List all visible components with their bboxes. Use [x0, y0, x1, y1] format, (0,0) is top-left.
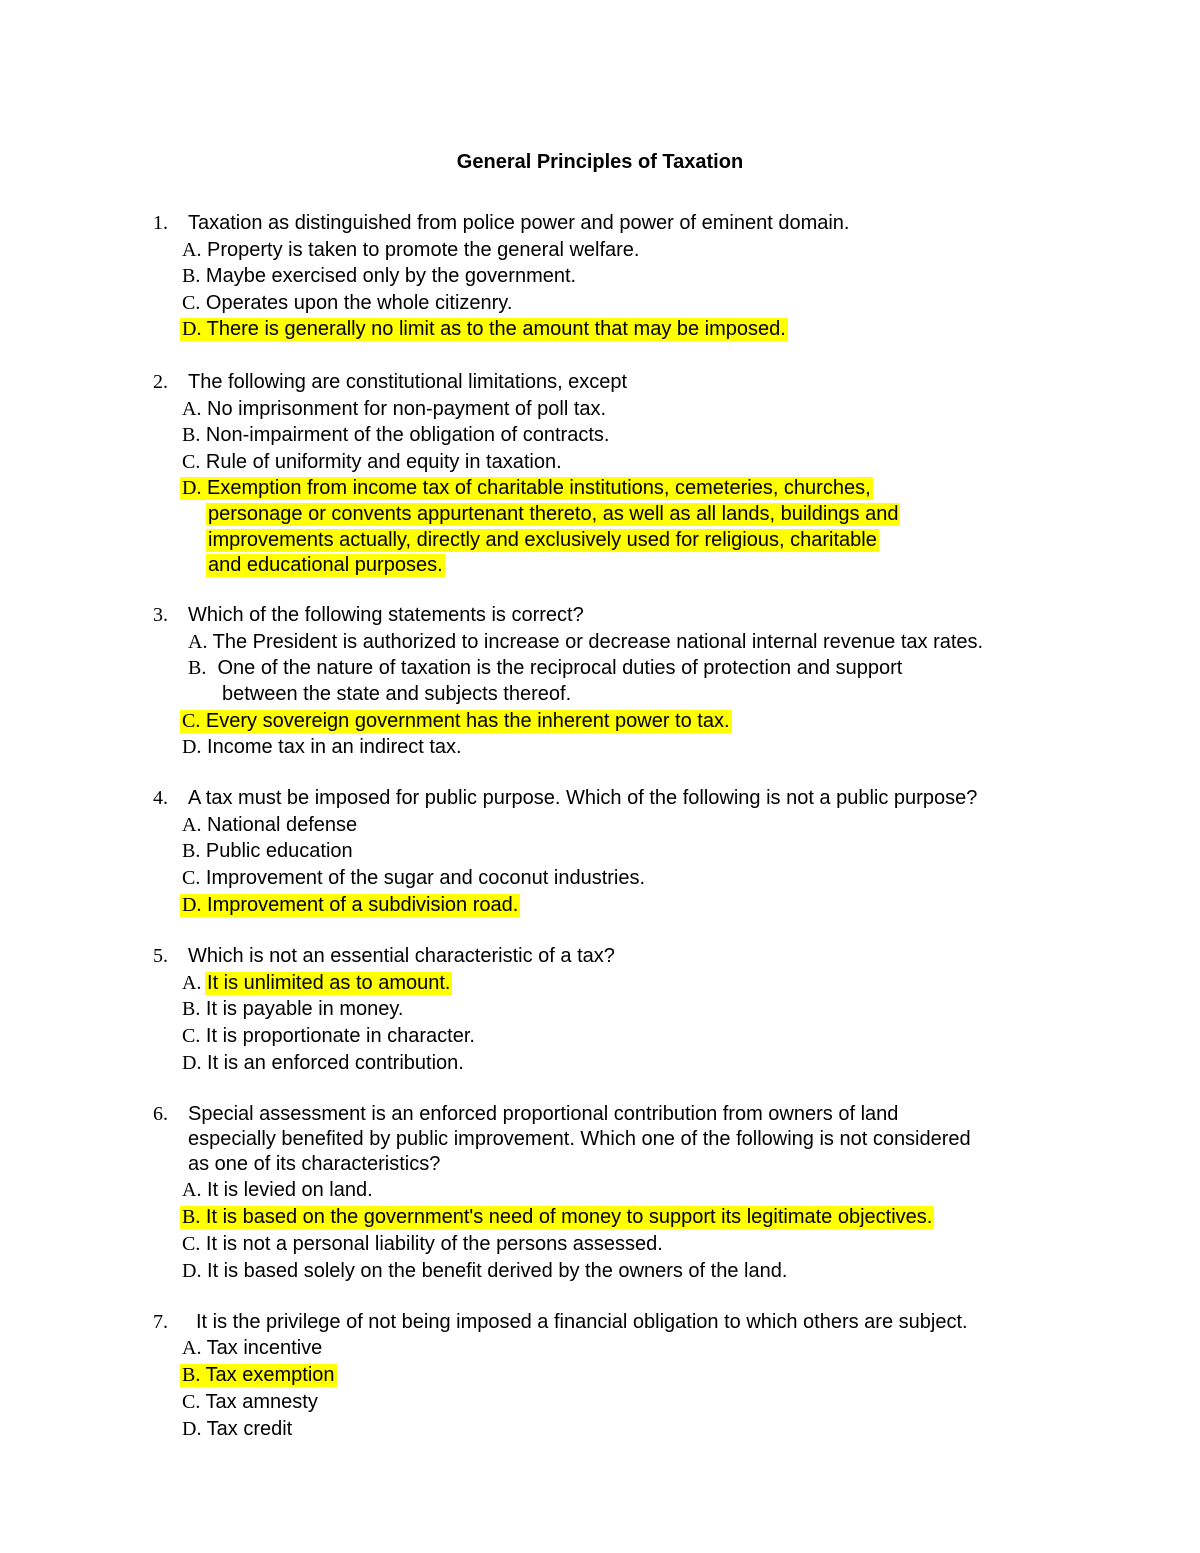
option-text: It is levied on land. [207, 1179, 373, 1201]
option-letter: B. [182, 840, 201, 862]
option-text: Maybe exercised only by the government. [205, 265, 577, 287]
option-letter: C. [182, 1025, 201, 1047]
option-text: Income tax in an indirect tax. [207, 736, 462, 758]
option-letter: D. [182, 1418, 202, 1440]
option-text: There is generally no limit as to the amount that may be imposed. [206, 318, 786, 340]
page-title: General Principles of Taxation [456, 151, 744, 173]
option-a [182, 396, 606, 422]
option-text: personage or convents appurtenant thereto, as well as all lands, buildings and [208, 503, 899, 525]
option-letter: A. [182, 1337, 202, 1359]
option-b [182, 263, 576, 289]
option-a [182, 237, 639, 263]
option-text: Tax credit [206, 1418, 293, 1440]
option-d-continuation [208, 527, 879, 553]
option-text-highlighted: It is unlimited as to amount. [207, 972, 451, 994]
option-letter: B. [188, 657, 207, 679]
option-b [182, 838, 353, 864]
option-b [182, 422, 609, 448]
option-text: The President is authorized to increase or decrease national internal revenue tax rates. [212, 631, 984, 653]
option-text: Exemption from income tax of charitable institutions, cemeteries, churches, [207, 477, 871, 499]
option-text: It is proportionate in character. [205, 1025, 475, 1047]
question-number: 3. [153, 604, 168, 626]
option-letter: D. [182, 318, 202, 340]
option-text: Improvement of a subdivision road. [207, 894, 519, 916]
option-d-continuation [208, 552, 445, 578]
question-stem-continuation: especially benefited by public improvement. Which one of the following is not considered [188, 1128, 971, 1150]
option-text: Tax amnesty [205, 1391, 318, 1413]
option-text: Non-impairment of the obligation of contracts. [205, 424, 610, 446]
option-text: Every sovereign government has the inherent power to tax. [205, 710, 730, 732]
option-d-continuation [208, 501, 900, 527]
option-letter: C. [182, 710, 201, 732]
option-letter: B. [182, 998, 201, 1020]
option-a [182, 1335, 322, 1361]
option-d [182, 734, 462, 760]
option-letter: B. [182, 424, 201, 446]
option-b [188, 655, 902, 681]
option-a [182, 1177, 373, 1203]
option-letter: A. [188, 631, 208, 653]
option-text: and educational purposes. [208, 554, 443, 576]
option-a [188, 629, 983, 655]
option-a [182, 812, 357, 838]
option-c [182, 449, 562, 475]
option-letter: B. [182, 265, 201, 287]
question-stem: The following are constitutional limitations, except [188, 371, 628, 393]
option-text: Public education [205, 840, 353, 862]
option-letter: A. [182, 814, 202, 836]
option-b-highlighted [182, 1362, 337, 1388]
question-number: 1. [153, 212, 168, 234]
option-text: improvements actually, directly and exclusively used for religious, charitable [208, 529, 877, 551]
option-c [182, 1023, 475, 1049]
option-text: Rule of uniformity and equity in taxation. [205, 451, 562, 473]
question-stem-continuation: as one of its characteristics? [188, 1153, 441, 1175]
question-number: 2. [153, 371, 168, 393]
option-letter: D. [182, 1052, 202, 1074]
option-text: No imprisonment for non-payment of poll tax. [207, 398, 607, 420]
option-c-highlighted [182, 708, 732, 734]
option-text: Tax exemption [205, 1364, 335, 1386]
option-text: Improvement of the sugar and coconut industries. [205, 867, 646, 889]
option-c [182, 290, 512, 316]
option-text: Property is taken to promote the general welfare. [207, 239, 640, 261]
question-stem: Which of the following statements is correct? [188, 604, 584, 626]
question-number: 6. [153, 1103, 168, 1125]
option-letter: C. [182, 1233, 201, 1255]
question-stem: It is the privilege of not being imposed a financial obligation to which others are subject. [196, 1311, 968, 1333]
option-b-continuation: between the state and subjects thereof. [222, 683, 572, 705]
option-c [182, 865, 645, 891]
option-letter: B. [182, 1206, 201, 1228]
option-text: One of the nature of taxation is the reciprocal duties of protection and support [217, 657, 903, 679]
option-letter: A. [182, 239, 202, 261]
option-text: It is payable in money. [205, 998, 404, 1020]
option-letter: A. [182, 972, 202, 994]
option-d [182, 1050, 464, 1076]
question-number: 5. [153, 945, 168, 967]
question-number: 7. [153, 1311, 168, 1333]
question-number: 4. [153, 787, 168, 809]
option-text: It is not a personal liability of the persons assessed. [205, 1233, 663, 1255]
option-letter: A. [182, 398, 202, 420]
option-d-highlighted [182, 316, 788, 342]
question-stem: Which is not an essential characteristic of a tax? [188, 945, 615, 967]
option-letter: D. [182, 894, 202, 916]
option-d-highlighted [182, 892, 520, 918]
option-letter: C. [182, 451, 201, 473]
option-text: Operates upon the whole citizenry. [205, 292, 513, 314]
option-text: It is based on the government's need of money to support its legitimate objectives. [205, 1206, 933, 1228]
option-letter: A. [182, 1179, 202, 1201]
question-stem: Taxation as distinguished from police power and power of eminent domain. [188, 212, 850, 234]
question-stem: Special assessment is an enforced proportional contribution from owners of land [188, 1103, 899, 1125]
option-letter: B. [182, 1364, 201, 1386]
option-c [182, 1231, 663, 1257]
option-d [182, 1416, 292, 1442]
option-letter: D. [182, 736, 202, 758]
option-letter: D. [182, 477, 202, 499]
option-a [182, 970, 452, 996]
option-text: It is an enforced contribution. [207, 1052, 464, 1074]
option-d-highlighted [182, 475, 873, 501]
option-b [182, 996, 403, 1022]
option-letter: C. [182, 292, 201, 314]
option-text: It is based solely on the benefit derived by the owners of the land. [207, 1260, 788, 1282]
option-text: Tax incentive [206, 1337, 323, 1359]
option-b-highlighted [182, 1204, 934, 1230]
option-letter: C. [182, 867, 201, 889]
option-letter: C. [182, 1391, 201, 1413]
question-stem: A tax must be imposed for public purpose. Which of the following is not a public purpose? [188, 787, 978, 809]
option-letter: D. [182, 1260, 202, 1282]
option-d [182, 1258, 787, 1284]
option-c [182, 1389, 318, 1415]
option-text: National defense [207, 814, 358, 836]
